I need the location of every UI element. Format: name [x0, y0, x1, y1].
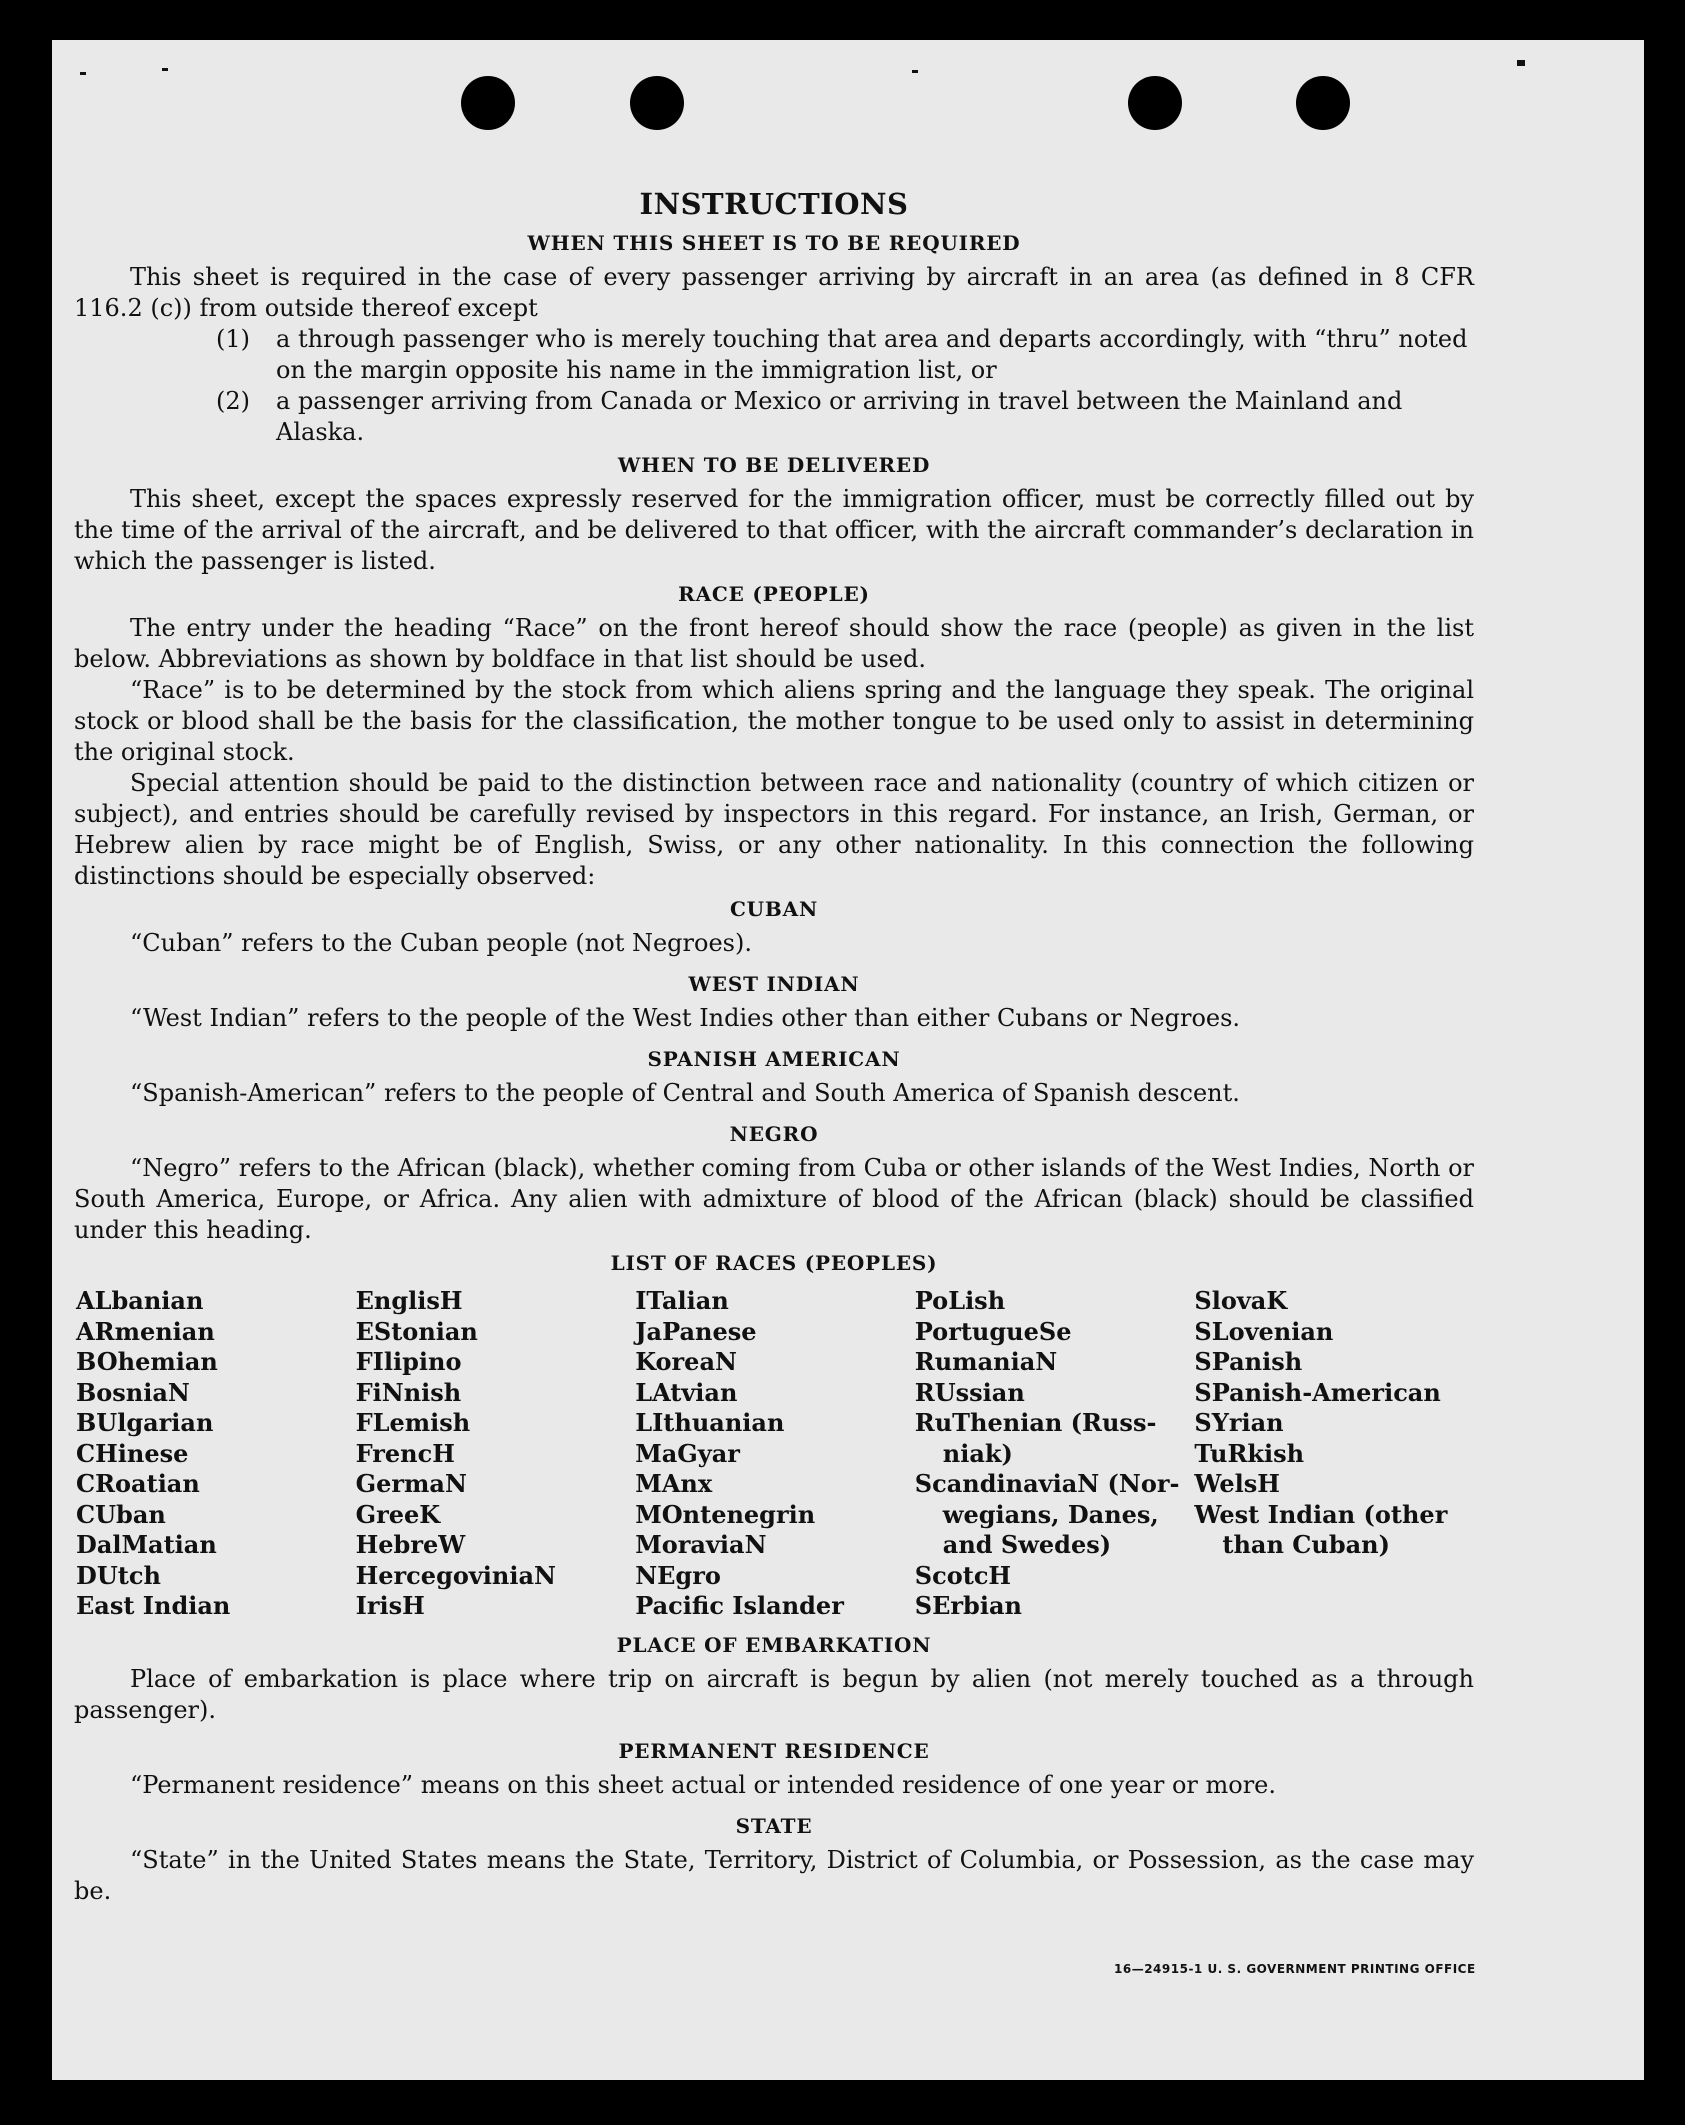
list-item	[74, 386, 1474, 448]
race-entry: RUssian	[914, 1377, 1025, 1407]
paragraph: “Negro” refers to the African (black), whether coming from Cuba or other islands of the West Indies, North or South America, Europe, or Africa. Any alien with admixture of blood of the African (black) should be classified under this heading.	[74, 1154, 1474, 1244]
section-heading: RACE (PEOPLE)	[678, 582, 870, 606]
race-entry: BUlgarian	[76, 1408, 214, 1437]
paper-speck	[912, 70, 918, 73]
race-entry: SErbian	[914, 1591, 1022, 1620]
race-entry: DUtch	[76, 1560, 161, 1590]
race-entry: FrencH	[355, 1438, 455, 1468]
race-entry: FLemish	[355, 1408, 471, 1437]
race-entry: East Indian	[76, 1591, 231, 1620]
race-entry: ARmenian	[76, 1316, 215, 1346]
race-entry: LAtvian	[635, 1377, 738, 1407]
printer-code: 16—24915-1 U. S. GOVERNMENT PRINTING OFFICE	[1114, 1962, 1476, 1976]
paragraph: The entry under the heading “Race” on the front hereof should show the race (people) as given in the list below. Abbreviations as shown by boldface in that list should be used.	[74, 614, 1474, 673]
race-entry: ITalian	[635, 1286, 729, 1315]
race-entry: FiNnish	[355, 1377, 462, 1407]
paragraph: “Spanish-American” refers to the people of Central and South America of Spanish descent.	[130, 1079, 1240, 1107]
race-entry: RumaniaN	[914, 1347, 1058, 1376]
item-number: (2)	[216, 387, 250, 415]
list-item	[74, 324, 1474, 386]
race-entry: Pacific Islander	[635, 1591, 844, 1620]
race-entry: West Indian (other	[1194, 1499, 1448, 1529]
race-entry: than Cuban)	[1222, 1530, 1390, 1559]
race-entry: WelsH	[1194, 1469, 1280, 1498]
item-number: (1)	[216, 325, 250, 353]
race-entry: HebreW	[355, 1530, 466, 1559]
section-heading: LIST OF RACES (PEOPLES)	[610, 1251, 938, 1275]
race-entry: HercegoviniaN	[355, 1560, 556, 1590]
punch-hole	[461, 76, 515, 130]
race-entry: MaGyar	[635, 1438, 740, 1468]
paragraph: This sheet, except the spaces expressly reserved for the immigration officer, must be correctly filled out by the time of the arrival of the aircraft, and be delivered to that officer, with the aircraft commander’s declaration in which the passenger is listed.	[74, 485, 1474, 575]
section-heading: PERMANENT RESIDENCE	[618, 1738, 930, 1763]
race-entry: DalMatian	[76, 1530, 217, 1559]
punch-hole	[1296, 76, 1350, 130]
race-entry: EnglisH	[355, 1286, 463, 1315]
race-entry: LIthuanian	[635, 1408, 785, 1437]
race-entry: CRoatian	[76, 1469, 200, 1498]
races-column	[635, 1286, 915, 1622]
race-entry: wegians, Danes,	[942, 1499, 1159, 1529]
race-entry: and Swedes)	[942, 1530, 1112, 1559]
paragraph: “West Indian” refers to the people of the West Indies other than either Cubans or Negroes.	[130, 1004, 1241, 1032]
race-entry: SYrian	[1194, 1408, 1284, 1437]
section-heading: WHEN TO BE DELIVERED	[617, 453, 931, 477]
section-heading: PLACE OF EMBARKATION	[616, 1632, 932, 1657]
punch-hole	[630, 76, 684, 130]
race-entry: PoLish	[914, 1286, 1006, 1315]
punch-hole	[1128, 76, 1182, 130]
race-entry: MoraviaN	[635, 1530, 767, 1559]
page-title: INSTRUCTIONS	[639, 187, 909, 221]
paragraph: “Permanent residence” means on this sheet actual or intended residence of one year or more.	[130, 1770, 1276, 1799]
race-entry: ScotcH	[914, 1560, 1012, 1590]
races-column	[76, 1286, 356, 1622]
paragraph: This sheet is required in the case of every passenger arriving by aircraft in an area (as defined in 8 CFR 116.2 (c)) from outside thereof except	[74, 263, 1474, 322]
paper-speck	[1517, 60, 1525, 66]
race-entry: ALbanian	[76, 1286, 204, 1315]
document-page	[52, 40, 1644, 2080]
race-entry: IrisH	[355, 1591, 425, 1620]
race-entry: NEgro	[635, 1560, 721, 1590]
section-heading: WEST INDIAN	[688, 972, 860, 996]
race-entry: MAnx	[635, 1469, 713, 1498]
race-entry: RuThenian (Russ-	[914, 1408, 1157, 1437]
race-entry: BOhemian	[76, 1347, 218, 1376]
section-heading: SPANISH AMERICAN	[647, 1047, 901, 1071]
paragraph: Place of embarkation is place where trip on aircraft is begun by alien (not merely touched as a through passenger).	[74, 1664, 1474, 1724]
instructions-content	[74, 180, 1474, 1907]
race-entry: SPanish-American	[1194, 1377, 1441, 1407]
paragraph: “State” in the United States means the State, Territory, District of Columbia, or Possession, as the case may be.	[74, 1845, 1474, 1905]
item-text: a through passenger who is merely touching that area and departs accordingly, with “thru” noted on the margin opposite his name in the immigration list, or	[276, 325, 1468, 384]
section-heading: WHEN THIS SHEET IS TO BE REQUIRED	[527, 231, 1021, 255]
race-entry: FIlipino	[355, 1347, 462, 1376]
race-entry: KoreaN	[635, 1347, 737, 1376]
paper-speck	[162, 68, 168, 71]
race-entry: BosniaN	[76, 1377, 190, 1407]
race-entry: EStonian	[355, 1316, 478, 1346]
race-entry: JaPanese	[635, 1316, 757, 1346]
race-entry: SLovenian	[1194, 1316, 1334, 1346]
paragraph: Special attention should be paid to the distinction between race and nationality (country of which citizen or subject), and entries should be carefully revised by inspectors in this regard. For instance, an Irish, German, or Hebrew alien by race might be of English, Swiss, or any other nationality. In this connection the following distinctions should be especially observed:	[74, 769, 1474, 890]
section-heading: CUBAN	[729, 897, 819, 921]
section-heading: NEGRO	[729, 1122, 819, 1146]
race-entry: SlovaK	[1194, 1286, 1288, 1315]
races-column	[915, 1286, 1195, 1622]
races-column	[1194, 1286, 1474, 1622]
paper-speck	[80, 72, 86, 75]
race-entry: ScandinaviaN (Nor-	[914, 1469, 1180, 1498]
race-entry: SPanish	[1194, 1347, 1303, 1376]
race-entry: GermaN	[355, 1469, 467, 1498]
item-text: a passenger arriving from Canada or Mexico or arriving in travel between the Mainland and Alaska.	[276, 387, 1403, 446]
section-heading: STATE	[735, 1813, 813, 1838]
paragraph: “Race” is to be determined by the stock from which aliens spring and the language they speak. The original stock or blood shall be the basis for the classification, the mother tongue to be used only to assist in determining the original stock.	[74, 676, 1474, 766]
race-entry: MOntenegrin	[635, 1499, 816, 1529]
paragraph: “Cuban” refers to the Cuban people (not Negroes).	[130, 929, 752, 957]
races-list	[76, 1286, 1474, 1622]
race-entry: CHinese	[76, 1438, 189, 1468]
race-entry: PortugueSe	[914, 1316, 1072, 1346]
race-entry: niak)	[942, 1438, 1013, 1468]
race-entry: TuRkish	[1194, 1438, 1305, 1468]
race-entry: CUban	[76, 1499, 166, 1529]
race-entry: GreeK	[355, 1499, 441, 1529]
races-column	[356, 1286, 636, 1622]
